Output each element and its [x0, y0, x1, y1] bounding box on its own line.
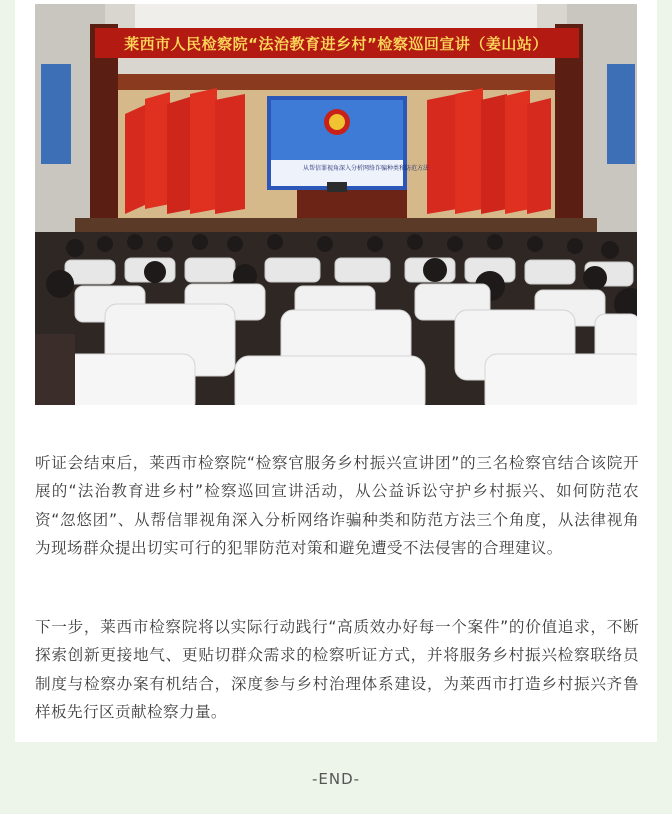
projection-caption: 从帮信罪视角深入分析网络诈骗种类和防范方法: [303, 165, 430, 172]
end-marker: -END-: [311, 770, 361, 788]
auditorium-scene: [35, 4, 637, 405]
banner-title: 莱西市人民检察院“法治教育进乡村”检察巡回宣讲（姜山站）: [124, 35, 548, 53]
article-paragraph-2: 下一步，莱西市检察院将以实际行动践行“高质效办好每一个案件”的价值追求，不断探索创新更接地气、更贴切群众需求的检察听证方式，并将服务乡村振兴检察联络员制度与检察办案有机结合，深度参与乡村治理体系建设，为莱西市打造乡村振兴齐鲁样板先行区贡献检察力量。: [35, 617, 639, 722]
article-card: [15, 0, 657, 742]
event-photo: [35, 4, 637, 405]
article-paragraph-1: 听证会结束后，莱西市检察院“检察官服务乡村振兴宣讲团”的三名检察官结合该院开展的“法治教育进乡村”检察巡回宣讲活动，从公益诉讼守护乡村振兴、如何防范农资“忽悠团”、从帮信罪视角深入分析网络诈骗种类和防范方法三个角度，从法律视角为现场群众提出切实可行的犯罪防范对策和避免遭受不法侵害的合理建议。: [35, 453, 639, 558]
